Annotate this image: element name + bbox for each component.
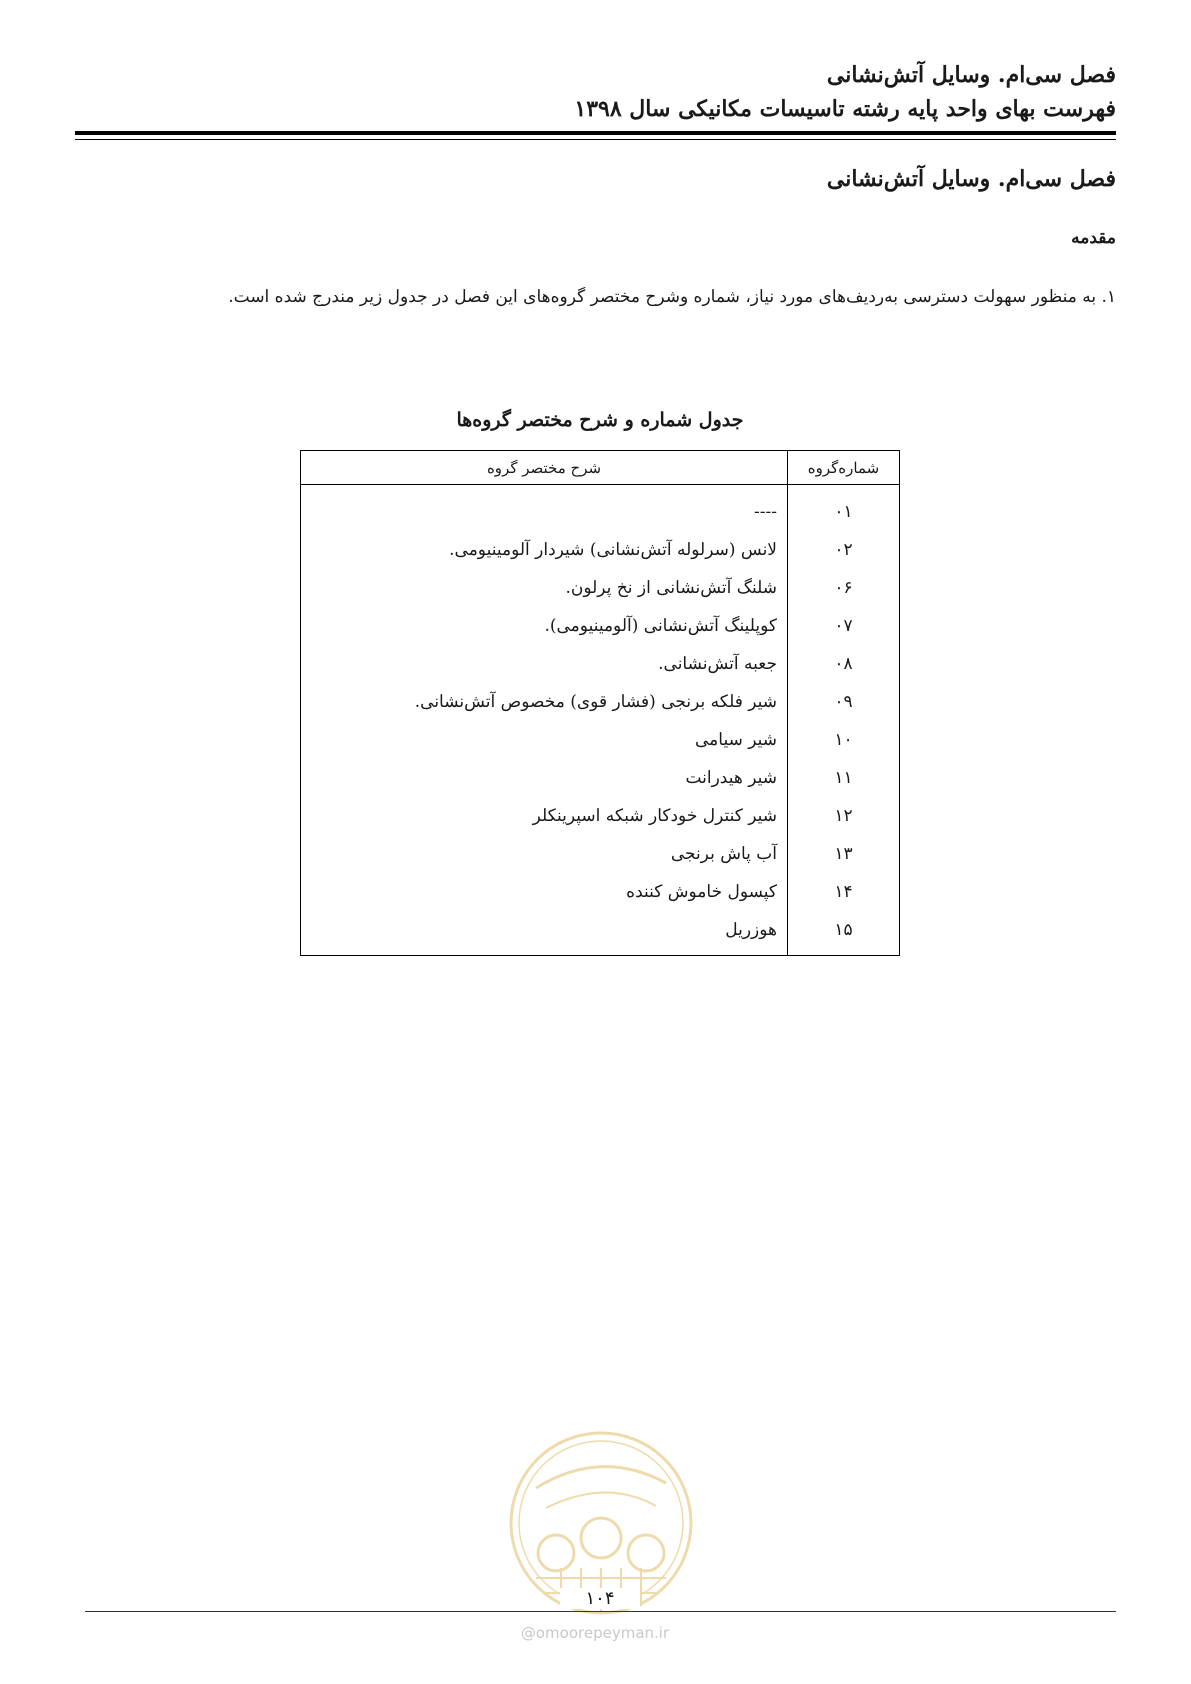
group-description-cell: آب پاش برنجی [301,835,788,873]
table-body [301,485,900,956]
group-number-cell: ۰۱ [788,485,900,532]
group-description-cell: شلنگ آتش‌نشانی از نخ پرلون. [301,569,788,607]
group-description-cell: شیر سیامی [301,721,788,759]
header-rule-thick [75,131,1116,135]
chapter-title: فصل سی‌ام. وسایل آتش‌نشانی [826,166,1116,192]
group-number-cell: ۰۲ [788,531,900,569]
intro-paragraph: ۱. به منظور سهولت دسترسی به‌ردیف‌های مورد نیاز، شماره وشرح مختصر گروه‌های این فصل در جدول زیر مندرج شده است. [228,287,1116,307]
page-number: ۱۰۴ [560,1588,640,1609]
group-number-cell: ۱۲ [788,797,900,835]
table-caption: جدول شماره و شرح مختصر گروه‌ها [456,409,744,431]
group-description-cell: جعبه آتش‌نشانی. [301,645,788,683]
group-description-cell: کوپلینگ آتش‌نشانی (آلومینیومی). [301,607,788,645]
group-number-cell: ۰۹ [788,683,900,721]
group-number-cell: ۰۸ [788,645,900,683]
table-row [301,683,900,721]
table-row [301,759,900,797]
group-number-cell: ۰۷ [788,607,900,645]
group-description-cell: شیر فلکه برنجی (فشار قوی) مخصوص آتش‌نشانی. [301,683,788,721]
group-description-cell: کپسول خاموش کننده [301,873,788,911]
table-row [301,911,900,956]
header-chapter-line: فصل سی‌ام. وسایل آتش‌نشانی [826,62,1116,88]
group-description-cell: هوزریل [301,911,788,956]
group-description-cell: شیر هیدرانت [301,759,788,797]
table-row [301,835,900,873]
table-header-row [301,451,900,485]
header-group-number: شماره‌گروه [788,451,900,485]
header-document-line: فهرست بهای واحد پایه رشته تاسیسات مکانیکی سال ۱۳۹۸ [574,96,1116,122]
watermark-url: @omoorepeyman.ir [520,1624,670,1642]
intro-heading: مقدمه [1071,228,1116,248]
group-number-cell: ۱۱ [788,759,900,797]
header-rule-thin [75,139,1116,140]
group-description-cell: ---- [301,485,788,532]
table-row [301,721,900,759]
running-header [75,58,1116,126]
table-row [301,645,900,683]
header-group-description: شرح مختصر گروه [301,451,788,485]
groups-table [300,450,900,956]
table-row [301,873,900,911]
group-number-cell: ۱۵ [788,911,900,956]
group-number-cell: ۰۶ [788,569,900,607]
table-row [301,485,900,532]
table-row [301,531,900,569]
table-row [301,607,900,645]
group-number-cell: ۱۰ [788,721,900,759]
group-number-cell: ۱۴ [788,873,900,911]
footer-rule [85,1611,1116,1612]
group-description-cell: لانس (سرلوله آتش‌نشانی) شیردار آلومینیومی. [301,531,788,569]
group-number-cell: ۱۳ [788,835,900,873]
group-description-cell: شیر کنترل خودکار شبکه اسپرینکلر [301,797,788,835]
table-row [301,797,900,835]
table-row [301,569,900,607]
